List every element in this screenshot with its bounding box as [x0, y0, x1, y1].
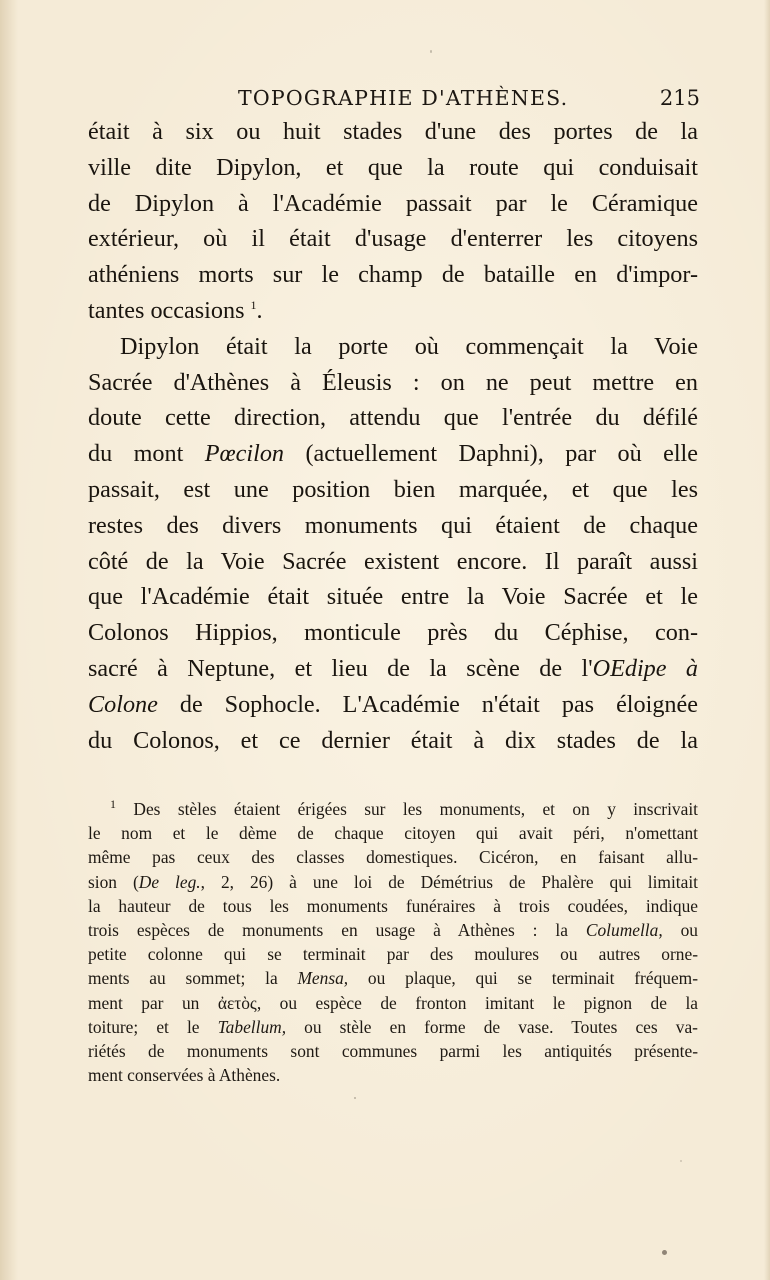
text-fragment: sacré à Neptune, et lieu de la scène de l': [88, 654, 593, 682]
footnote-line: le nom et le dème de chaque citoyen qui avait péri, n'omettant: [88, 823, 698, 844]
text-fragment: ou plaque, qui se terminait fréquem-: [367, 968, 698, 989]
text-line: [88, 436, 698, 472]
text-line: était à six ou huit stades d'une des portes de la: [88, 118, 698, 145]
running-title: TOPOGRAPHIE D'ATHÈNES.: [238, 86, 569, 110]
text-fragment: ments au sommet; la: [88, 968, 278, 989]
italic-term: Tabellum,: [217, 1016, 287, 1037]
page-number: 215: [659, 86, 700, 110]
italic-title: Colone: [88, 690, 158, 718]
text-line: [88, 687, 698, 723]
text-line: restes des divers monuments qui étaient de chaque: [88, 511, 698, 539]
text-fragment: ou: [680, 919, 698, 940]
text-line: passait, est une position bien marquée, et que les: [88, 475, 698, 503]
text-fragment: de Sophocle. L'Académie n'était pas éloignée: [179, 690, 698, 718]
footnote-line: la hauteur de tous les monuments funéraires à trois coudées, indique: [88, 895, 698, 916]
text-line: de Dipylon à l'Académie passait par le Céramique: [88, 189, 698, 217]
italic-term: Mensa,: [297, 968, 349, 989]
paper-speck: [430, 50, 432, 53]
footnote-line: [88, 918, 698, 942]
paper-speck: [354, 1097, 356, 1099]
footnote-line: [88, 797, 698, 821]
paper-speck: [662, 1250, 667, 1255]
main-text: [88, 114, 698, 758]
page-edge-shadow: [764, 0, 770, 1280]
text-fragment: (actuellement Daphni), par où elle: [305, 440, 699, 468]
text-fragment: , 2, 26) à une loi de Démétrius de Phalère qui limitait: [200, 871, 698, 892]
footnote-line: riétés de monuments sont communes parmi les antiquités présente-: [88, 1040, 698, 1061]
text-line: côté de la Voie Sacrée existent encore. Il paraît aussi: [88, 547, 698, 575]
italic-place-name: Pœcilon: [204, 440, 285, 468]
text-fragment: toiture; et le: [88, 1016, 200, 1037]
paper-speck: [680, 1160, 682, 1162]
text-line: ville dite Dipylon, et que la route qui conduisait: [88, 153, 698, 181]
text-line: du Colonos, et ce dernier était à dix stades de la: [88, 726, 698, 754]
text-fragment: trois espèces de monuments en usage à Athènes : la: [88, 919, 568, 940]
footnote-line: [88, 966, 698, 990]
footnote-line: [88, 870, 698, 894]
running-head: [88, 86, 700, 116]
text-fragment: tantes occasions: [88, 296, 245, 324]
text-line: Sacrée d'Athènes à Éleusis : on ne peut mettre en: [88, 368, 698, 396]
footnote-line: ment par un ἀετὸς, ou espèce de fronton imitant le pignon de la: [88, 992, 698, 1013]
italic-citation: De leg.: [138, 871, 201, 892]
text-fragment: Des stèles étaient érigées sur les monuments, et on y inscrivait: [133, 799, 698, 819]
text-fragment: du mont: [88, 440, 184, 468]
footnote-reference: 1: [250, 297, 257, 312]
text-line: Dipylon était la porte où commençait la Voie: [120, 332, 698, 360]
footnote-block: [88, 797, 698, 1087]
text-fragment: ou stèle en forme de vase. Toutes ces va-: [304, 1016, 698, 1037]
page-gutter-shadow: [0, 0, 18, 1280]
text-line: Colonos Hippios, monticule près du Céphise, con-: [88, 619, 698, 647]
text-line: athéniens morts sur le champ de bataille en d'impor-: [88, 261, 698, 289]
text-fragment: .: [256, 296, 263, 324]
italic-title: OEdipe à: [592, 654, 699, 682]
text-line: que l'Académie était située entre la Voie Sacrée et le: [88, 583, 698, 611]
text-line: [88, 293, 698, 329]
italic-term: Columella,: [585, 919, 663, 940]
text-line: extérieur, où il était d'usage d'enterrer les citoyens: [88, 225, 698, 253]
text-fragment: sion (: [88, 871, 139, 892]
footnote-line: petite colonne qui se terminait par des moulures ou autres orne-: [88, 944, 698, 965]
footnote-line: [88, 1015, 698, 1039]
footnote-line: ment conservées à Athènes.: [88, 1065, 281, 1086]
footnote-line: même pas ceux des classes domestiques. Cicéron, en faisant allu-: [88, 847, 698, 868]
text-line: [88, 651, 698, 687]
footnote-marker: 1: [110, 797, 116, 812]
text-line: doute cette direction, attendu que l'entrée du défilé: [88, 404, 698, 432]
